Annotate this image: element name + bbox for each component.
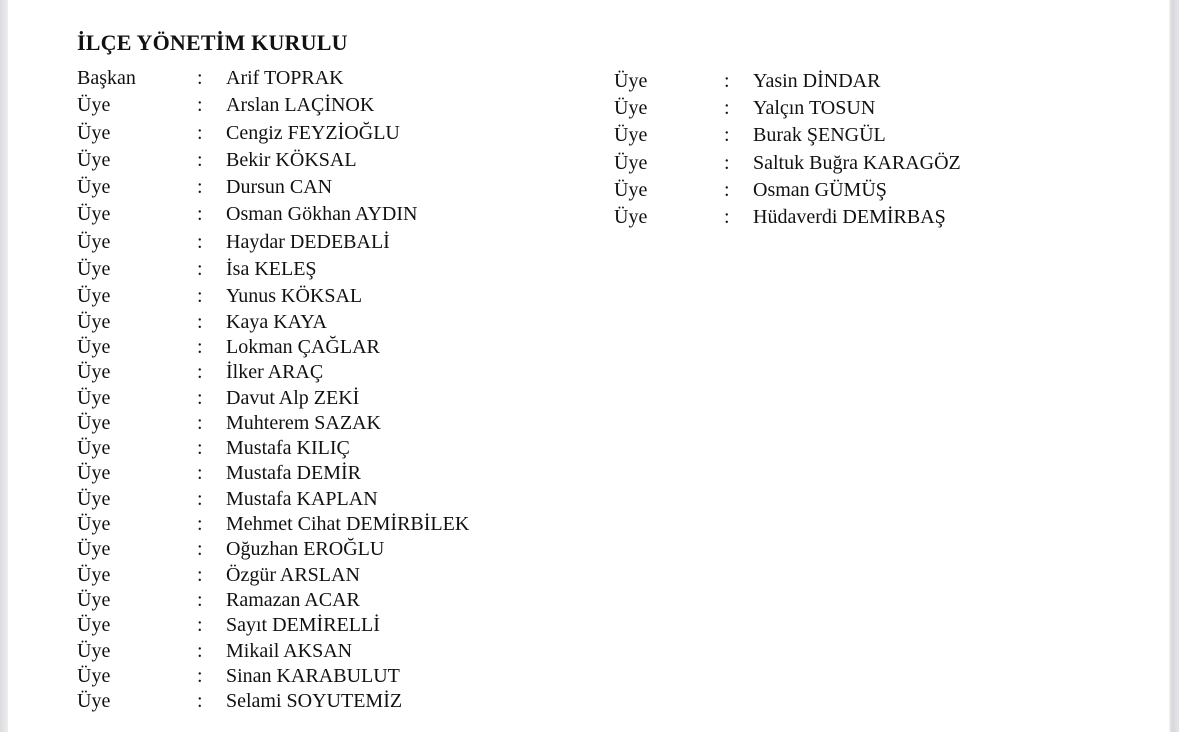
member-name: Yunus KÖKSAL xyxy=(226,285,363,308)
separator-colon: : xyxy=(197,230,203,253)
separator-colon: : xyxy=(197,176,203,199)
member-name: Kaya KAYA xyxy=(226,310,327,333)
member-role: Başkan xyxy=(77,67,136,89)
member-row xyxy=(77,513,469,538)
separator-colon: : xyxy=(197,94,203,117)
member-row xyxy=(614,124,961,151)
member-name: Özgür ARSLAN xyxy=(226,563,360,586)
member-row xyxy=(77,361,469,386)
member-name: Yasin DİNDAR xyxy=(753,70,881,92)
document-title: İLÇE YÖNETİM KURULU xyxy=(77,30,348,55)
member-row xyxy=(614,152,961,179)
member-role: Üye xyxy=(614,97,648,120)
member-role: Üye xyxy=(77,148,111,171)
member-role: Üye xyxy=(77,639,111,662)
member-name: Arif TOPRAK xyxy=(226,67,344,89)
separator-colon: : xyxy=(197,411,203,434)
separator-colon: : xyxy=(197,121,203,144)
separator-colon: : xyxy=(724,205,730,228)
member-name: Mustafa KAPLAN xyxy=(226,487,378,510)
separator-colon: : xyxy=(197,513,203,536)
member-name: Osman GÜMÜŞ xyxy=(753,178,887,201)
member-row xyxy=(77,640,469,665)
member-row xyxy=(77,122,469,149)
member-row xyxy=(77,690,469,715)
member-role: Üye xyxy=(77,176,111,199)
member-name: Cengiz FEYZİOĞLU xyxy=(226,121,400,144)
member-list-right xyxy=(614,70,961,233)
member-name: Mikail AKSAN xyxy=(226,639,353,662)
member-row xyxy=(77,665,469,690)
member-role: Üye xyxy=(77,487,111,510)
member-name: Arslan LAÇİNOK xyxy=(226,94,375,117)
member-row xyxy=(77,203,469,230)
member-name: Selami SOYUTEMİZ xyxy=(226,690,403,713)
member-row xyxy=(614,206,961,233)
member-name: Dursun CAN xyxy=(226,176,333,199)
member-row xyxy=(614,97,961,124)
member-role: Üye xyxy=(77,258,111,281)
member-role: Üye xyxy=(77,386,111,409)
page-edge-right xyxy=(1169,0,1179,732)
separator-colon: : xyxy=(197,361,203,384)
member-row xyxy=(77,538,469,563)
separator-colon: : xyxy=(197,639,203,662)
member-row xyxy=(77,462,469,487)
member-role: Üye xyxy=(614,151,648,174)
separator-colon: : xyxy=(724,178,730,201)
member-row xyxy=(77,412,469,437)
member-name: İsa KELEŞ xyxy=(226,258,317,281)
member-role: Üye xyxy=(614,205,648,228)
member-row xyxy=(77,589,469,614)
member-row xyxy=(614,179,961,206)
member-row xyxy=(614,70,961,97)
member-role: Üye xyxy=(614,70,648,92)
member-list-left xyxy=(77,67,469,715)
member-role: Üye xyxy=(77,588,111,611)
separator-colon: : xyxy=(197,148,203,171)
member-role: Üye xyxy=(77,310,111,333)
separator-colon: : xyxy=(197,386,203,409)
member-role: Üye xyxy=(77,690,111,713)
member-row xyxy=(77,231,469,258)
member-row xyxy=(77,149,469,176)
member-name: Sinan KARABULUT xyxy=(226,664,400,687)
member-name: Osman Gökhan AYDIN xyxy=(226,203,418,226)
member-name: Muhterem SAZAK xyxy=(226,411,381,434)
member-name: Sayıt DEMİRELLİ xyxy=(226,614,380,637)
member-name: Haydar DEDEBALİ xyxy=(226,230,390,253)
member-role: Üye xyxy=(77,513,111,536)
separator-colon: : xyxy=(197,487,203,510)
member-name: Ramazan ACAR xyxy=(226,588,360,611)
member-role: Üye xyxy=(77,285,111,308)
member-role: Üye xyxy=(77,664,111,687)
separator-colon: : xyxy=(724,151,730,174)
member-role: Üye xyxy=(77,538,111,561)
member-role: Üye xyxy=(77,411,111,434)
member-role: Üye xyxy=(77,121,111,144)
member-role: Üye xyxy=(77,361,111,384)
separator-colon: : xyxy=(197,310,203,333)
member-row xyxy=(77,564,469,589)
member-role: Üye xyxy=(77,437,111,460)
member-role: Üye xyxy=(77,614,111,637)
member-name: Bekir KÖKSAL xyxy=(226,148,357,171)
separator-colon: : xyxy=(197,614,203,637)
separator-colon: : xyxy=(197,285,203,308)
separator-colon: : xyxy=(197,690,203,713)
separator-colon: : xyxy=(197,67,203,89)
member-role: Üye xyxy=(614,124,648,147)
member-row xyxy=(77,94,469,121)
member-name: Mustafa KILIÇ xyxy=(226,437,350,460)
member-row xyxy=(77,437,469,462)
member-row xyxy=(77,387,469,412)
member-row xyxy=(77,614,469,639)
member-name: Hüdaverdi DEMİRBAŞ xyxy=(753,205,946,228)
separator-colon: : xyxy=(197,258,203,281)
member-name: Davut Alp ZEKİ xyxy=(226,386,360,409)
member-name: İlker ARAÇ xyxy=(226,361,324,384)
separator-colon: : xyxy=(197,203,203,226)
separator-colon: : xyxy=(724,97,730,120)
separator-colon: : xyxy=(197,462,203,485)
separator-colon: : xyxy=(197,538,203,561)
member-name: Oğuzhan EROĞLU xyxy=(226,538,385,561)
member-role: Üye xyxy=(614,178,648,201)
separator-colon: : xyxy=(724,124,730,147)
member-row xyxy=(77,336,469,361)
member-role: Üye xyxy=(77,230,111,253)
separator-colon: : xyxy=(197,588,203,611)
member-role: Üye xyxy=(77,203,111,226)
member-name: Yalçın TOSUN xyxy=(753,97,876,120)
separator-colon: : xyxy=(197,664,203,687)
member-role: Üye xyxy=(77,563,111,586)
page-edge-left xyxy=(0,0,8,732)
separator-colon: : xyxy=(724,70,730,92)
member-role: Üye xyxy=(77,94,111,117)
member-row xyxy=(77,488,469,513)
member-row xyxy=(77,285,469,310)
member-name: Mustafa DEMİR xyxy=(226,462,361,485)
member-name: Saltuk Buğra KARAGÖZ xyxy=(753,151,961,174)
separator-colon: : xyxy=(197,335,203,358)
member-row xyxy=(77,176,469,203)
separator-colon: : xyxy=(197,437,203,460)
member-role: Üye xyxy=(77,335,111,358)
member-name: Burak ŞENGÜL xyxy=(753,124,886,147)
member-row xyxy=(77,311,469,336)
separator-colon: : xyxy=(197,563,203,586)
member-role: Üye xyxy=(77,462,111,485)
member-name: Mehmet Cihat DEMİRBİLEK xyxy=(226,513,470,536)
member-name: Lokman ÇAĞLAR xyxy=(226,335,380,358)
member-row xyxy=(77,258,469,285)
member-row xyxy=(77,67,469,94)
